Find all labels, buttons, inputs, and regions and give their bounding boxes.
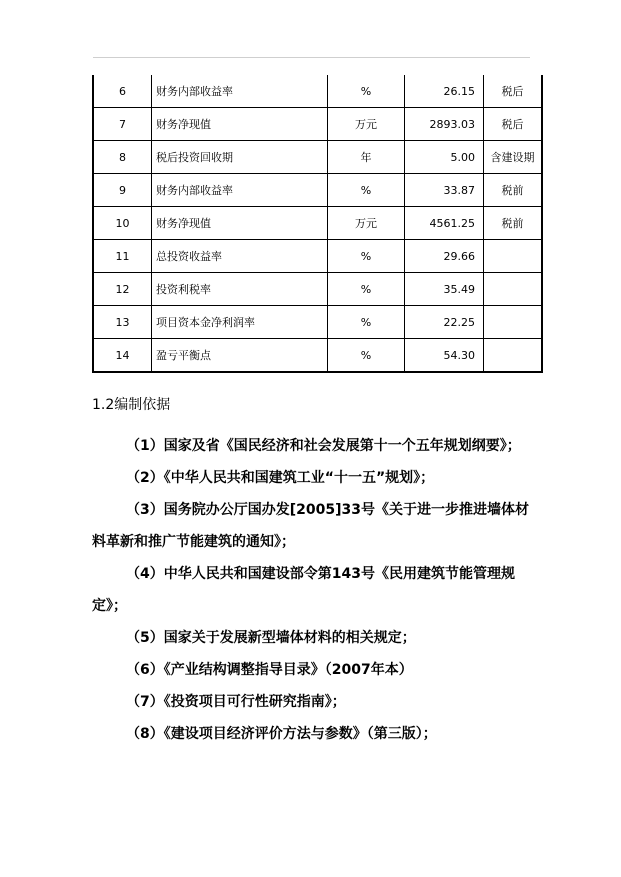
- indicator-name: 投资利税率: [152, 273, 328, 306]
- unit: %: [328, 306, 405, 339]
- indicator-value: 22.25: [405, 306, 484, 339]
- unit: %: [328, 273, 405, 306]
- indicator-value: 29.66: [405, 240, 484, 273]
- unit: %: [328, 339, 405, 373]
- row-number: 10: [93, 207, 152, 240]
- remark: [484, 273, 543, 306]
- indicator-name: 盈亏平衡点: [152, 339, 328, 373]
- indicator-value: 35.49: [405, 273, 484, 306]
- table-row: [93, 273, 542, 306]
- row-number: 9: [93, 174, 152, 207]
- indicator-name: 财务净现值: [152, 108, 328, 141]
- remark: [484, 339, 543, 373]
- remark: [484, 306, 543, 339]
- remark: 含建设期: [484, 141, 543, 174]
- row-number: 12: [93, 273, 152, 306]
- remark: [484, 240, 543, 273]
- indicator-name: 财务净现值: [152, 207, 328, 240]
- basis-item: （5）国家关于发展新型墙体材料的相关规定；: [126, 630, 416, 646]
- indicator-name: 项目资本金净利润率: [152, 306, 328, 339]
- basis-item: （2）《中华人民共和国建筑工业“十一五”规划》；: [126, 470, 435, 486]
- unit: 万元: [328, 108, 405, 141]
- section-heading: 1.2编制依据: [92, 397, 171, 413]
- basis-item: （7）《投资项目可行性研究指南》；: [126, 694, 346, 710]
- table-row: [93, 108, 542, 141]
- table-row: [93, 141, 542, 174]
- remark: 税前: [484, 174, 543, 207]
- basis-list: [92, 430, 532, 750]
- table-row: [93, 75, 542, 108]
- remark: 税后: [484, 108, 543, 141]
- table-row: [93, 306, 542, 339]
- unit: 万元: [328, 207, 405, 240]
- indicator-value: 54.30: [405, 339, 484, 373]
- indicator-value: 4561.25: [405, 207, 484, 240]
- indicator-value: 33.87: [405, 174, 484, 207]
- unit: 年: [328, 141, 405, 174]
- row-number: 8: [93, 141, 152, 174]
- basis-item: （8）《建设项目经济评价方法与参数》（第三版）；: [126, 726, 437, 742]
- table-row: [93, 207, 542, 240]
- header-rule: [93, 57, 530, 58]
- indicator-name: 财务内部收益率: [152, 75, 328, 108]
- row-number: 6: [93, 75, 152, 108]
- basis-item: （3）国务院办公厅国办发[2005]33号《关于进一步推进墙体材料革新和推广节能建筑的通知》；: [92, 502, 529, 550]
- table-row: [93, 240, 542, 273]
- row-number: 14: [93, 339, 152, 373]
- remark: 税前: [484, 207, 543, 240]
- indicator-name: 总投资收益率: [152, 240, 328, 273]
- indicator-value: 5.00: [405, 141, 484, 174]
- indicator-name: 税后投资回收期: [152, 141, 328, 174]
- basis-item: （1）国家及省《国民经济和社会发展第十一个五年规划纲要》；: [126, 438, 521, 454]
- table-row: [93, 174, 542, 207]
- unit: %: [328, 240, 405, 273]
- basis-item: （6）《产业结构调整指导目录》（2007年本）: [126, 662, 413, 678]
- indicator-value: 26.15: [405, 75, 484, 108]
- remark: 税后: [484, 75, 543, 108]
- unit: %: [328, 75, 405, 108]
- row-number: 13: [93, 306, 152, 339]
- indicator-value: 2893.03: [405, 108, 484, 141]
- row-number: 7: [93, 108, 152, 141]
- financial-indicators-table: [92, 75, 543, 373]
- indicator-name: 财务内部收益率: [152, 174, 328, 207]
- unit: %: [328, 174, 405, 207]
- row-number: 11: [93, 240, 152, 273]
- basis-item: （4）中华人民共和国建设部令第143号《民用建筑节能管理规定》；: [92, 566, 515, 614]
- table-row: [93, 339, 542, 373]
